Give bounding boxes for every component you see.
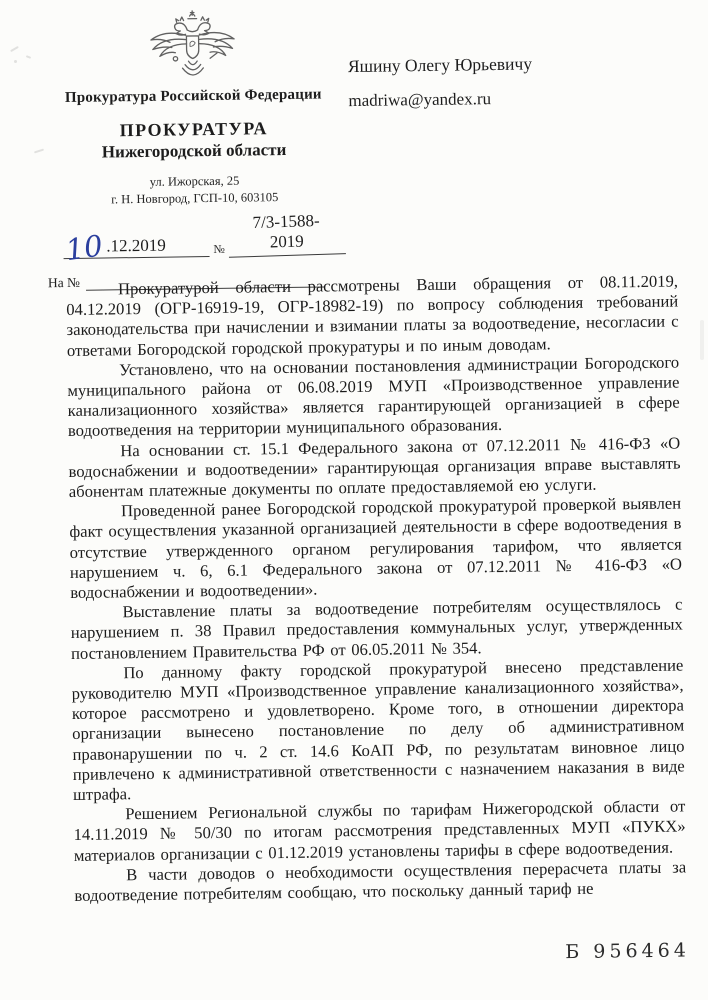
body-paragraph: На основании ст. 15.1 Федерального закона от 07.12.2011 № 416-ФЗ «О водоснабжении и водоотведении» гарантирующая организация вправе выставлять абонентам платежные документы по оплате предоставляемой ею услуги.	[68, 433, 681, 502]
handwritten-day: 10	[63, 228, 105, 267]
org-name: ПРОКУРАТУРА	[119, 118, 269, 141]
recipient-email: madriwa@yandex.ru	[348, 89, 492, 111]
date-month-year: .12.2019	[106, 235, 166, 256]
org-region: Нижегородской области	[101, 139, 287, 162]
reference-label: На №	[47, 274, 81, 291]
org-address-line2: г. Н. Новгород, ГСП-10, 603105	[111, 189, 279, 207]
russia-coat-of-arms-icon	[42, 6, 343, 88]
body-paragraph: Выставление платы за водоотведение потребителям осуществлялось с нарушением п. 38 Правил предоставления коммунальных услуг, утвержденных постановлением Правительства РФ от 06.05.2011 № 354.	[70, 594, 683, 663]
body-paragraph: Прокуратурой области рассмотрены Ваши обращения от 08.11.2019, 04.12.2019 (ОГР-16919-19, ОГР-18982-19) по вопросу соблюдения требований законодательства при начислении и взимании платы за водоотведение, несогласии с ответами Богородской городской прокуратуры и по иным доводам.	[66, 271, 679, 360]
body-paragraph: В части доводов о необходимости осуществления перерасчета платы за водоотведение потребителям сообщаю, что поскольку данный тариф не	[74, 857, 687, 906]
letterhead	[42, 6, 346, 291]
blank-form-number: Б 956464	[565, 939, 691, 964]
recipient-block	[348, 52, 669, 111]
letter-body	[66, 272, 687, 907]
org-address-line1: ул. Ижорская, 25	[149, 173, 240, 189]
date-number-row	[45, 210, 346, 267]
document-number: 7/3-1588-2019	[228, 210, 346, 258]
body-paragraph: По данному факту городской прокуратурой внесено представление руководителю МУП «Производственное управление канализационного хозяйства», которое рассмотрено и удовлетворено. Кроме того, в отношении директора организации вынесено постановление по делу об административном правонарушении по ч. 2 ст. 14.6 КоАП РФ, по результатам виновное лицо привлечено к административной ответственности с назначением наказания в виде штрафа.	[71, 655, 685, 805]
number-sign: №	[213, 241, 226, 256]
date-field	[63, 228, 209, 267]
body-paragraph: Проведенной ранее Богородской городской прокуратурой проверкой выявлен факт осуществления указанной организацией деятельности в сфере водоотведения в отсутствие утвержденного органом регулирования тарифом, что является нарушением ч. 6, 6.1 Федерального закона от 07.12.2011 № 416-ФЗ «О водоснабжении и водоотведении».	[69, 493, 683, 603]
recipient-name: Яшину Олегу Юрьевичу	[347, 53, 533, 77]
body-paragraph: Установлено, что на основании постановления администрации Богородского муниципального района от 06.08.2019 МУП «Производственное управление канализационного хозяйства» является гарантирующей организацией в сфере водоотведения на территории муниципального образования.	[67, 352, 680, 441]
body-paragraph: Решением Региональной службы по тарифам Нижегородской области от 14.11.2019 № 50/30 по итогам рассмотрения представленных МУП «ПУКХ» материалов организации с 01.12.2019 установлены тарифы в сфере водоотведения.	[73, 796, 686, 865]
org-address	[44, 171, 344, 209]
org-parent-title: Прокуратура Российской Федерации	[64, 86, 322, 107]
